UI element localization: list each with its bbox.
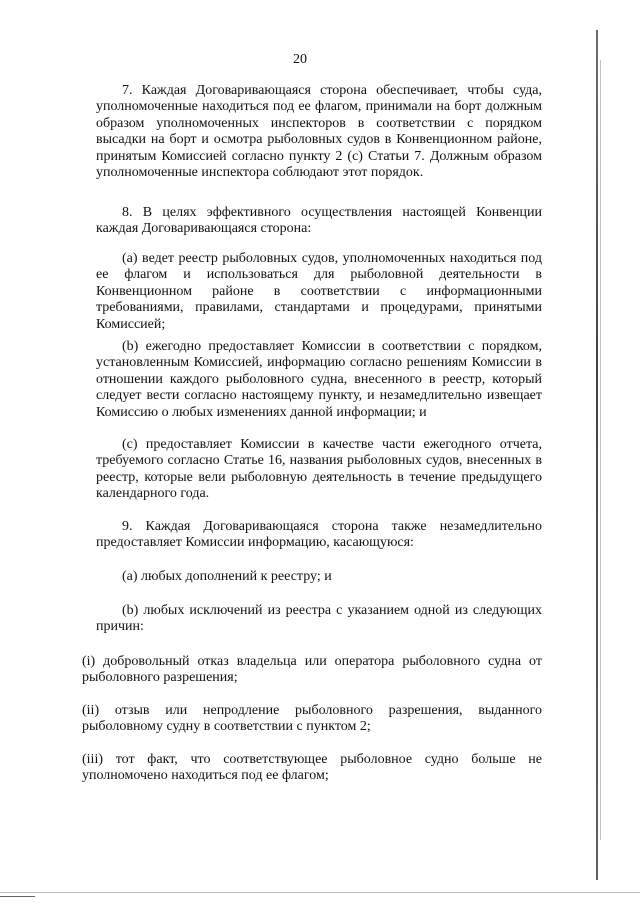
paragraph-9b-ii: (ii) отзыв или непродление рыболовного разрешения, выданного рыболовному судну в соответствии с пунктом 2; [82,703,542,735]
scan-edge-line [600,60,601,840]
paragraph-8c: (c) предоставляет Комиссии в качестве части ежегодного отчета, требуемого согласно Статье 16, названия рыболовных судов, внесенных в реестр, которые вели рыболовную деятельность в течение предыдущего календарного года. [96,437,542,502]
scan-bottom-mark [0,896,35,897]
paragraph-9: 9. Каждая Договаривающаяся сторона также незамедлительно предоставляет Комиссии информацию, касающуюся: [96,519,542,551]
page-number: 20 [293,52,307,67]
paragraph-9b-i: (i) добровольный отказ владельца или оператора рыболовного судна от рыболовного разрешения; [82,654,542,686]
paragraph-8a: (a) ведет реестр рыболовных судов, уполномоченных находиться под ее флагом и использоваться для рыболовной деятельности в Конвенционном районе в соответствии с информационными требованиями, правилами, стандартами и процедурами, принятыми Комиссией; [96,251,542,332]
scan-bottom-edge [0,892,640,893]
paragraph-9b: (b) любых исключений из реестра с указанием одной из следующих причин: [96,603,542,635]
paragraph-8: 8. В целях эффективного осуществления настоящей Конвенции каждая Договаривающаяся сторона: [96,205,542,237]
paragraph-9a: (a) любых дополнений к реестру; и [122,569,332,584]
paragraph-7: 7. Каждая Договаривающаяся сторона обеспечивает, чтобы суда, уполномоченные находиться под ее флагом, принимали на борт должным образом уполномоченных инспекторов в соответствии с порядком высадки на борт и осмотра рыболовных судов в Конвенционном районе, принятым Комиссией согласно пункту 2 (c) Статьи 7. Должным образом уполномоченные инспектора соблюдают этот порядок. [96,83,542,181]
paragraph-9b-iii: (iii) тот факт, что соответствующее рыболовное судно больше не уполномочено находиться под ее флагом; [82,752,542,784]
paragraph-8b: (b) ежегодно предоставляет Комиссии в соответствии с порядком, установленным Комиссией, информацию согласно решениям Комиссии в отношении каждого рыболовного судна, внесенного в реестр, который следует вести согласно настоящему пункту, и незамедлительно извещает Комиссию о любых изменениях данной информации; и [96,339,542,420]
scan-edge-shadow [596,30,598,880]
